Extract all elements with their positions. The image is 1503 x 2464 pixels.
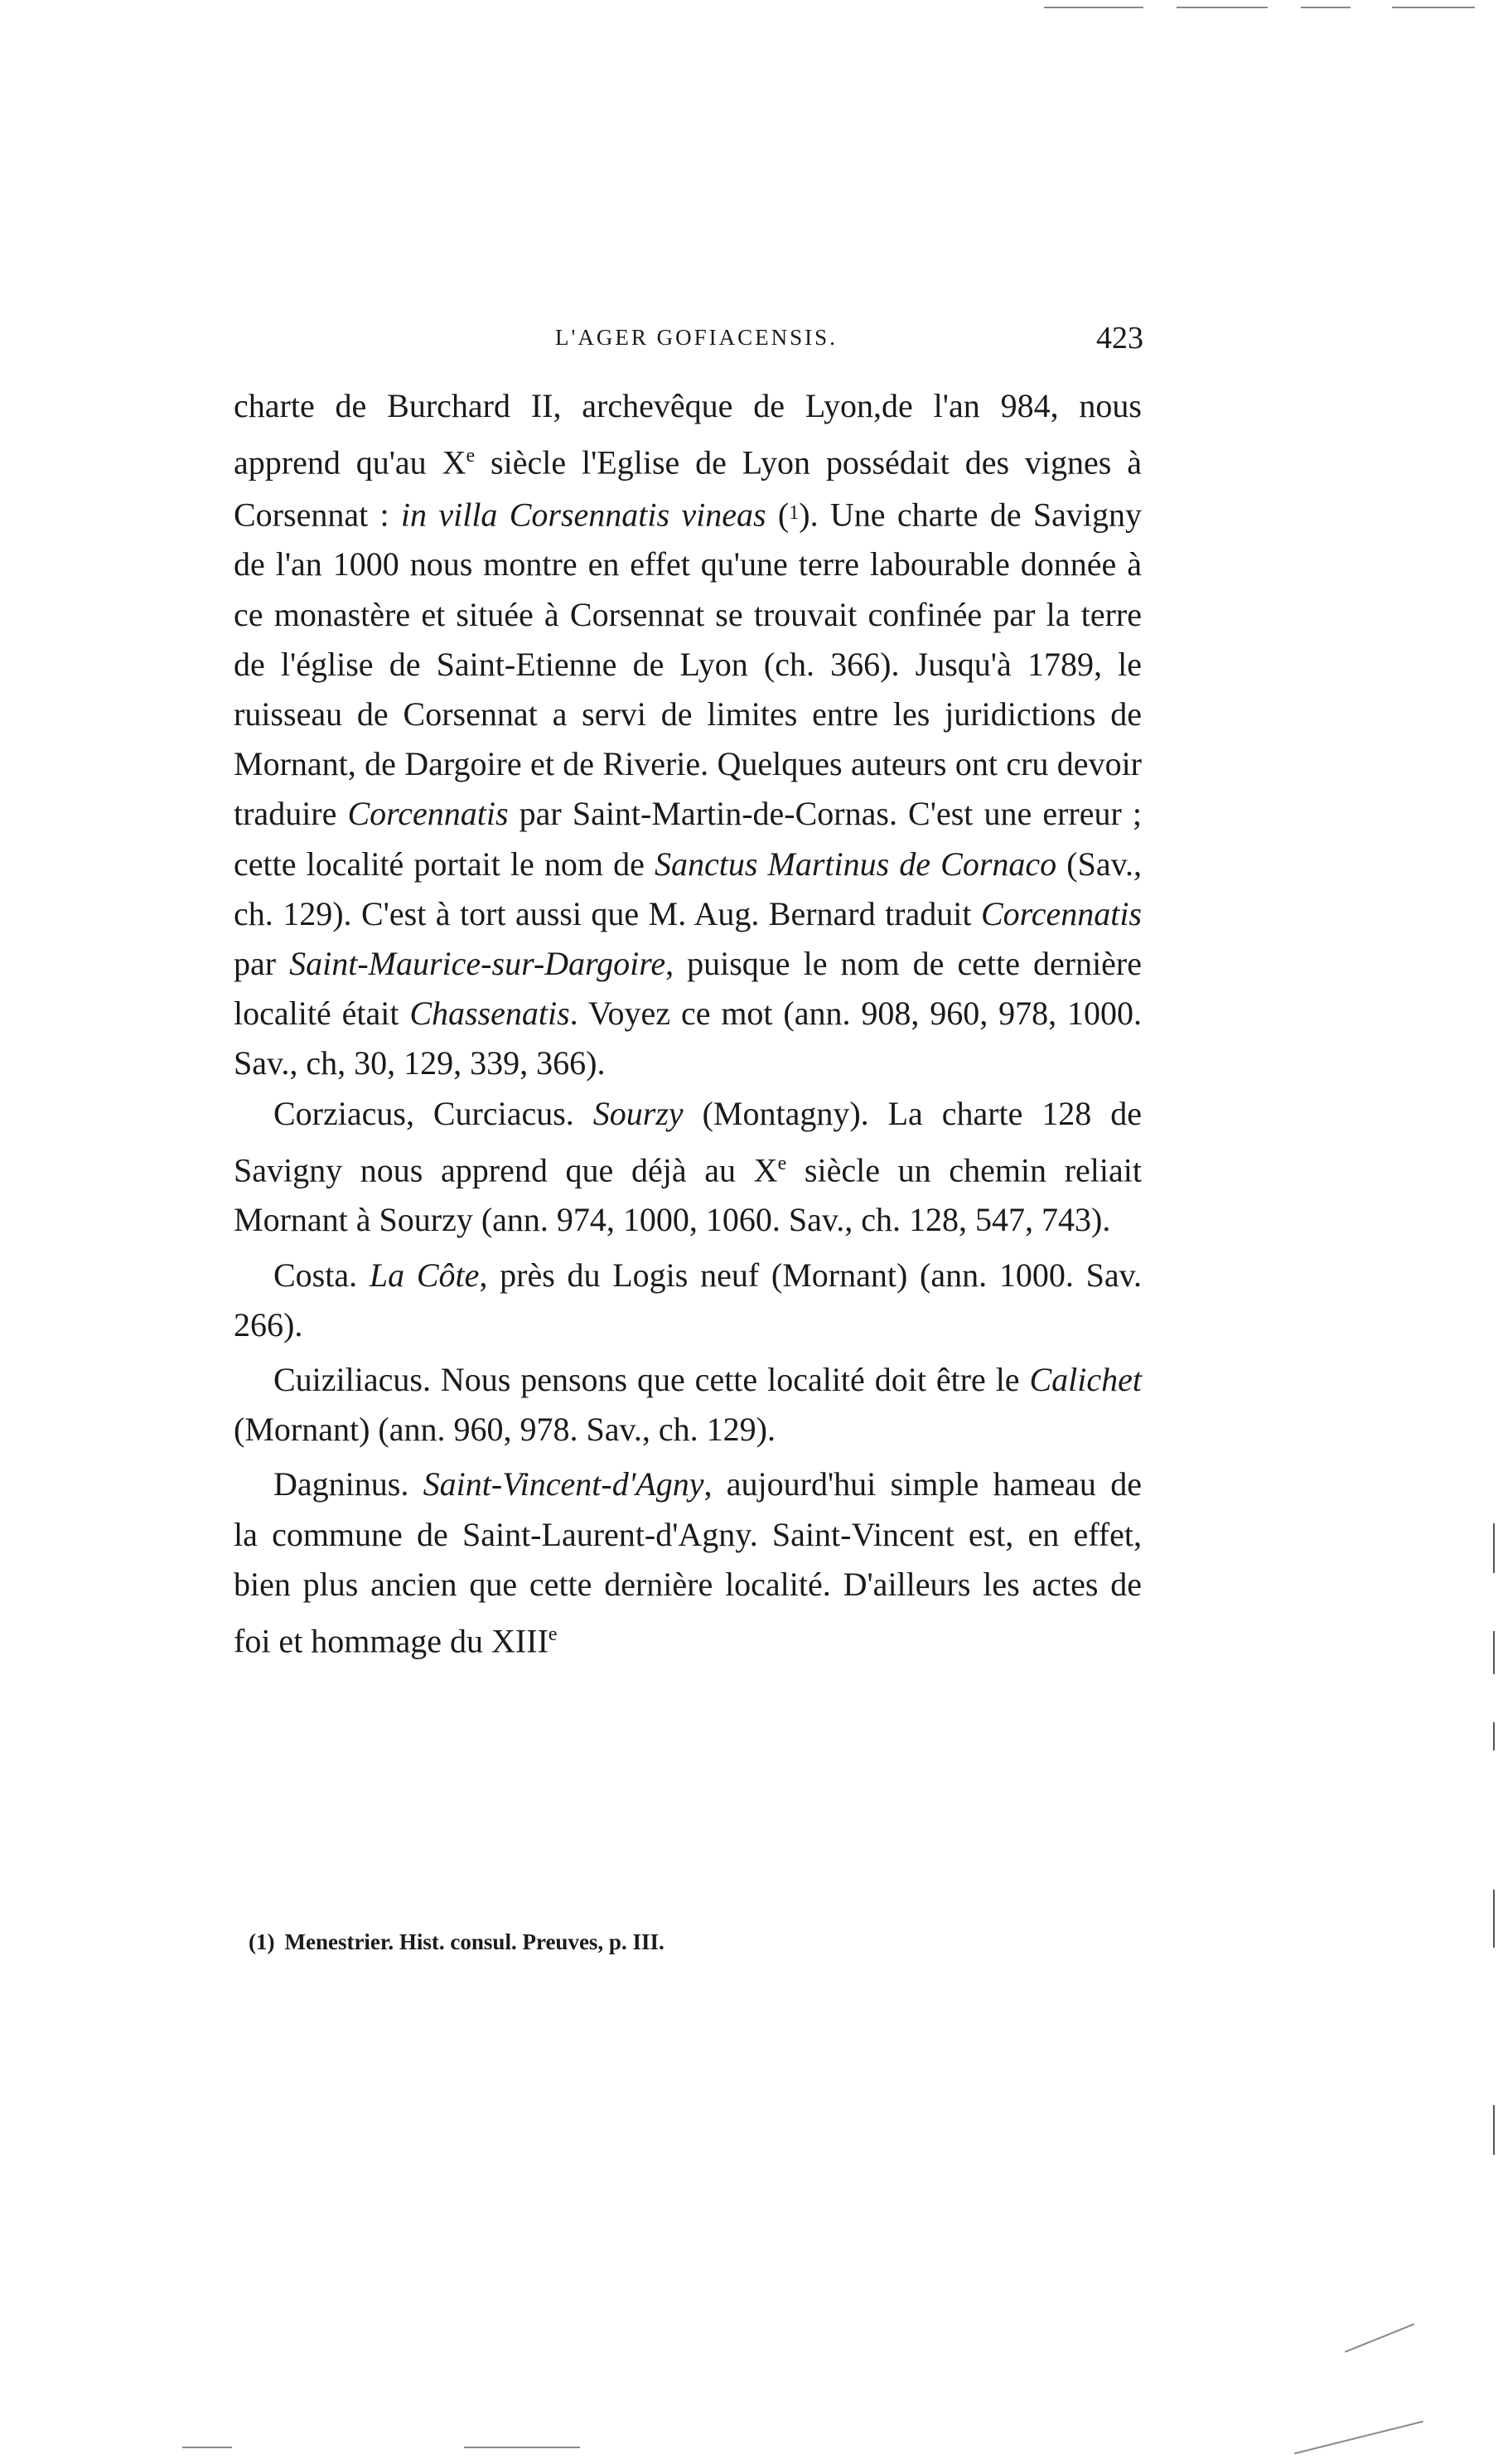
italic-place-name: Corcennatis — [980, 894, 1142, 932]
text-run: siècle un chemin reliait Mornant à Sourzy (ann. 974, 1000, 1060. Sav., ch. 128, 547, 743). — [234, 1151, 1142, 1239]
italic-place-name: Sanctus Martinus de Cornaco — [654, 845, 1057, 883]
superscript: e — [548, 1624, 558, 1646]
text-run: Dagninus. — [273, 1465, 423, 1503]
page-number: 423 — [1096, 321, 1143, 356]
gazetteer-entry — [234, 1251, 1142, 1350]
text-run: , puisque le nom de cette dernière localité était — [234, 945, 1143, 1033]
footnote — [249, 1928, 1127, 1956]
italic-place-name: La Côte — [369, 1256, 480, 1294]
margin-rule-mark — [1493, 1890, 1495, 1948]
italic-place-name: Saint-Maurice-sur-Dargoire — [289, 945, 666, 983]
text-run: , aujourd'hui simple hameau de la commune de Saint-Laurent-d'Agny. Saint-Vincent est, en effet, bien plus ancien que cette dernière localité. D'ailleurs les actes de foi et hommage du XIII — [234, 1465, 1142, 1660]
text-run: . Voyez ce mot (ann. 908, 960, 978, 1000. Sav., ch, 30, 129, 339, 366). — [234, 995, 1142, 1082]
italic-place-name: Chassenatis — [409, 995, 570, 1033]
text-run: ). Une charte de Savigny de l'an 1000 nous montre en effet qu'une terre labourable donnée à ce monastère et située à Corsennat se trouvait confinée par la terre de l'église de Saint-Etienne de Lyon (ch. 366). Jusqu'à 1789, le ruisseau de Corsennat a servi de limites entre les juridictions de Mornant, de Dargoire et de Riverie. Quelques auteurs ont cru devoir traduire — [234, 496, 1142, 833]
text-run: (Sav., ch. 129). C'est à tort aussi que M. Aug. Bernard traduit — [234, 845, 1142, 932]
running-head — [249, 321, 1143, 365]
body-text — [234, 381, 1142, 1667]
text-run: Cuiziliacus. Nous pensons que cette localité doit être le — [273, 1361, 1030, 1399]
footnote-reference: 1 — [789, 501, 800, 524]
text-run: par Saint-Martin-de-Cornas. C'est une erreur ; cette localité portait le nom de — [234, 795, 1143, 883]
gazetteer-entry — [234, 1089, 1142, 1246]
text-run: (Montagny). La charte 128 de Savigny nous apprend que déjà au X — [234, 1094, 1142, 1189]
superscript: e — [777, 1152, 787, 1174]
gazetteer-entry — [234, 1355, 1142, 1455]
margin-rule-mark — [1493, 2105, 1495, 2155]
margin-rule-mark — [1493, 1523, 1495, 1573]
italic-place-name: Sourzy — [592, 1094, 684, 1132]
text-run: charte de Burchard II, archevêque de Lyon,de l'an 984, nous apprend qu'au X — [234, 387, 1142, 482]
text-run: Costa. — [273, 1256, 370, 1294]
edge-dash-mark — [1044, 7, 1143, 8]
edge-dash-mark — [1392, 7, 1475, 8]
gazetteer-entry — [234, 1460, 1142, 1666]
edge-dash-mark — [1177, 7, 1268, 8]
text-run: ( — [766, 496, 790, 534]
margin-rule-mark — [1493, 1631, 1495, 1674]
edge-dash-mark — [182, 2447, 232, 2448]
edge-dash-mark — [1294, 2421, 1423, 2455]
edge-dash-mark — [1345, 2323, 1414, 2353]
margin-rule-mark — [1493, 1722, 1495, 1750]
superscript: e — [466, 445, 476, 467]
text-run: Corziacus, Curciacus. — [273, 1094, 593, 1132]
running-title: L'AGER GOFIACENSIS. — [555, 325, 838, 350]
italic-place-name: Calichet — [1029, 1361, 1142, 1399]
edge-dash-mark — [464, 2447, 580, 2448]
text-run: par — [234, 945, 290, 983]
italic-place-name: Saint-Vincent-d'Agny — [423, 1465, 704, 1503]
footnote-text: Menestrier. Hist. consul. Preuves, p. III. — [284, 1929, 665, 1954]
text-run: siècle l'Eglise de Lyon possédait des vignes à Corsennat : — [234, 443, 1142, 534]
text-run: (Mornant) (ann. 960, 978. Sav., ch. 129). — [234, 1411, 776, 1449]
italic-place-name: Corcennatis — [347, 795, 509, 833]
paragraph-continuation — [234, 381, 1142, 1089]
text-run: , près du Logis neuf (Mornant) (ann. 1000. Sav. 266). — [234, 1256, 1142, 1343]
footnote-mark: (1) — [249, 1929, 275, 1954]
italic-place-name: in villa Corsennatis vineas — [400, 496, 766, 534]
edge-dash-mark — [1301, 7, 1351, 8]
